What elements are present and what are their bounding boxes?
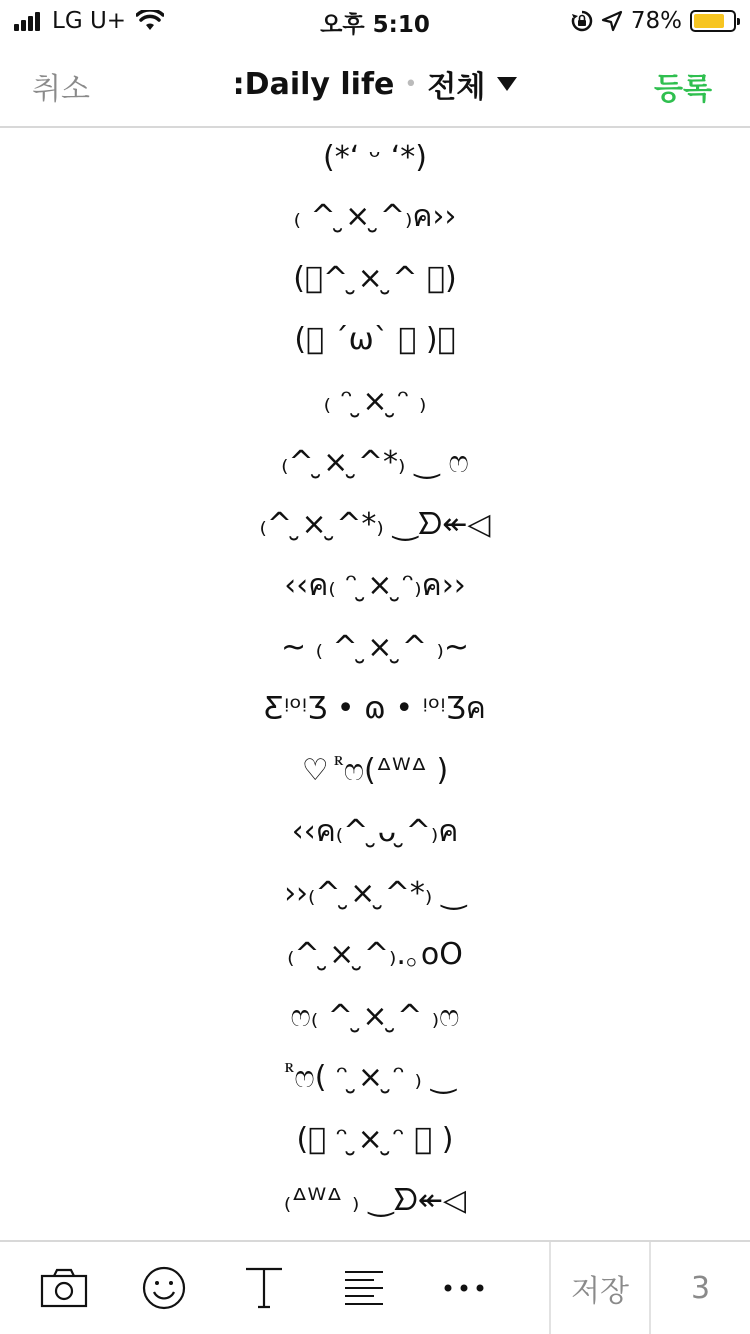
emoticon-line: ₍ ^ ̮× ̮^₎ค›› bbox=[293, 199, 457, 234]
emoticon-line: ₍^ ̮× ̮^*₎ ‿ ෆ bbox=[281, 445, 469, 480]
emoticon-line: ₍ ᵔ ̮× ̮ᵔ ₎ bbox=[323, 383, 427, 419]
emoticon-line: ƸᵎᵒᵎƷ • ɷ • ᵎᵒᵎƷค bbox=[264, 691, 486, 726]
camera-button[interactable] bbox=[22, 1242, 106, 1334]
emoticon-line: ₍^ ̮× ̮^*₎ ‿ᗤ↞◁ bbox=[259, 506, 491, 542]
status-time: 오후 5:10 bbox=[320, 12, 430, 38]
emoticon-list bbox=[0, 130, 750, 1232]
emoticon-line: ‹‹ค₍^ ̮ᴗ ̮^₎ค bbox=[291, 814, 459, 849]
emoji-button[interactable] bbox=[122, 1242, 206, 1334]
battery-icon bbox=[690, 10, 736, 32]
emoticon-line: ♡ ᷢෆ(ᐞᵂᐞ ) bbox=[301, 752, 449, 788]
category-selector[interactable] bbox=[0, 62, 750, 106]
count-badge bbox=[651, 1242, 750, 1334]
navigation-bar bbox=[0, 40, 750, 128]
register-button[interactable]: 등록 bbox=[654, 72, 712, 107]
emoticon-line: ᷢෆ( ᵔ ̮× ̮ᵔ ₎ ‿ bbox=[294, 1060, 456, 1095]
align-left-icon bbox=[344, 1270, 384, 1306]
save-button[interactable] bbox=[551, 1242, 649, 1334]
carrier-label: LG U+ bbox=[52, 8, 127, 34]
emoticon-line: (*ʻ ᵕ ʻ*) bbox=[323, 140, 427, 175]
emoticon-line: ₍^ ̮× ̮^₎.｡oO bbox=[287, 937, 463, 972]
cancel-button[interactable]: 취소 bbox=[32, 72, 90, 107]
battery-percent: 78% bbox=[630, 8, 682, 34]
text-format-icon bbox=[244, 1267, 284, 1309]
battery-nub bbox=[737, 18, 740, 25]
battery-fill bbox=[694, 14, 724, 28]
editor-toolbar bbox=[0, 1240, 750, 1334]
dropdown-caret-icon bbox=[497, 77, 517, 91]
emoticon-line: ~ ₍ ^ ̮× ̮^ ₎~ bbox=[280, 629, 470, 665]
more-icon bbox=[444, 1284, 484, 1292]
emoticon-line: ₍ᐞᵂᐞ ₎ ‿ᗤ↞◁ bbox=[283, 1183, 467, 1218]
smiley-icon bbox=[142, 1266, 186, 1310]
emoticon-line: (ᷢ ᵔ ̮× ̮ᵔ ᷢ ) bbox=[296, 1121, 454, 1157]
camera-icon bbox=[40, 1268, 88, 1308]
page-title: :Daily life bbox=[232, 66, 395, 102]
count-label: 3 bbox=[690, 1270, 711, 1306]
status-bar bbox=[0, 0, 750, 40]
location-arrow-icon bbox=[601, 10, 623, 32]
align-button[interactable] bbox=[322, 1242, 406, 1334]
filter-label: 전체 bbox=[427, 70, 486, 105]
status-right bbox=[571, 6, 736, 36]
emoticon-line: ෆ₍ ^ ̮× ̮^ ₎ෆ bbox=[290, 998, 460, 1034]
emoticon-line: ››₍^ ̮× ̮^*₎ ‿ bbox=[284, 875, 466, 911]
save-label: 저장 bbox=[571, 1274, 629, 1309]
orientation-lock-icon bbox=[571, 10, 593, 32]
title-separator: • bbox=[404, 71, 418, 97]
emoticon-line: ‹‹ค₍ ᵔ ̮× ̮ᵔ₎ค›› bbox=[284, 568, 466, 603]
text-format-button[interactable] bbox=[222, 1242, 306, 1334]
emoticon-line: (ᷢ ´ω` ᷢ )ᷢ bbox=[294, 322, 456, 357]
emoticon-line: (ᷢ^ ̮× ̮^ ᷢ) bbox=[293, 260, 457, 296]
more-button[interactable] bbox=[422, 1242, 506, 1334]
editor-content[interactable] bbox=[0, 130, 750, 1240]
